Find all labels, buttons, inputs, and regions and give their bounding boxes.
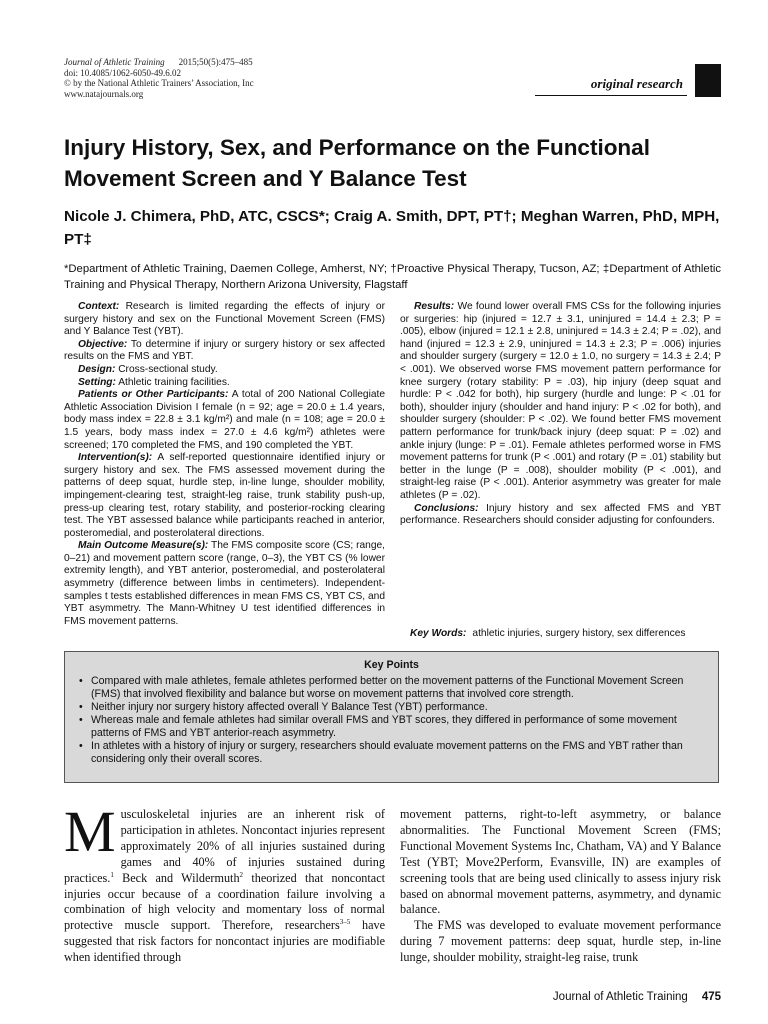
page-number: 475	[701, 991, 721, 1003]
abstract-left-column	[64, 301, 385, 628]
abstract-setting: Setting: Athletic training facilities.	[78, 376, 230, 388]
abstract-right-column	[400, 301, 721, 528]
article-title: Injury History, Sex, and Performance on the Functional Movement Screen and Y Balance Test	[64, 135, 650, 191]
key-point-item: • Compared with male athletes, female athletes performed better on the movement patterns of the Functional Movement Screen (FMS) that involved flexibility and balance but worse on movement patterns that involved core strength.	[91, 675, 706, 701]
key-point-item: • Whereas male and female athletes had similar overall FMS and YBT scores, they differed in performance of some movement patterns of FMS and YBT anterior-reach asymmetry.	[91, 714, 706, 740]
abstract-objective: Objective: To determine if injury or surgery history or sex affected results on the FMS and YBT.	[64, 338, 385, 363]
footer-journal: Journal of Athletic Training	[552, 991, 688, 1003]
abstract-outcome: Main Outcome Measure(s): The FMS composite score (CS; range, 0–21) and movement pattern score (range, 0–3), the YBT CS (% lower extremity length), and YBT anterior, posteromedial, and posterolateral asymmetry (difference between limbs in centimeters). Independent-samples t tests established differences in mean FMS CS, YBT CS, and YBT asymmetry. The Mann-Whitney U test identified differences in FMS movement patterns.	[64, 540, 385, 627]
abstract-context: Context: Research is limited regarding the effects of injury or surgery history and sex on the Functional Movement Screen (FMS) and Y Balance Test (YBT).	[64, 301, 385, 338]
body-right-column	[400, 807, 721, 966]
journal-meta	[64, 57, 364, 99]
body-left-column: Musculoskeletal injuries are an inherent risk of participation in athletes. Noncontact injuries represent approximately 20% of all injuries sustained during games and 40% of injuries sustained during practices.$^1$ Beck and Wildermuth$^2$ theorized that noncontact injuries occur because of a coordination failure involving a combination of high velocity and momentary loss of normal protective muscle support. Therefore, researchers$^{3-5}$ have suggested that risk factors for noncontact injuries are modifiable when identified through	[64, 799, 385, 965]
abstract-design: Design: Cross-sectional study.	[78, 363, 218, 375]
abstract-conclusions: Conclusions: Injury history and sex affected FMS and YBT performance. Researchers should consider adjusting for confounders.	[400, 502, 721, 527]
abstract-intervention: Intervention(s): A self-reported questionnaire identified injury or surgery history and sex. The FMS assessed movement during the patterns of deep squat, hurdle step, in-line lunge, shoulder mobility, impingement-clearing test, straight-leg raise, trunk stability push-up, press-up clearing test, rotary stability, and posterior-rocking clearing test. The YBT assessed balance while participants reached in anterior, posteromedial, and posterolateral directions.	[64, 452, 385, 539]
section-label: original research	[535, 74, 687, 96]
doi: doi: 10.4085/1062-6050-49.6.02	[64, 67, 181, 78]
abstract-participants: Patients or Other Participants: A total of 200 National Collegiate Athletic Association Division I female (n = 92; age = 20.0 ± 1.4 years, body mass index = 22.8 ± 3.1 kg/m²) and male (n = 108; age = 20.0 ± 1.5 years, body mass index = 27.0 ± 4.6 kg/m²) athletes were screened; 170 completed the FMS, and 190 completed the YBT.	[64, 389, 385, 451]
page-footer	[470, 991, 721, 1003]
abstract-results: Results: We found lower overall FMS CSs for the following injuries or surgeries: hip (injured = 12.7 ± 3.1, uninjured = 14.4 ± 2.3; P = .005), elbow (injured = 12.1 ± 2.8, uninjured = 14.3 ± 2.4; P = .02), and hand (injured = 12.3 ± 2.9, uninjured = 14.3 ± 2.3; P = .006) injuries and shoulder surgery (surgery = 12.0 ± 1.0, no surgery = 14.3 ± 2.4; P < .001). We observed worse FMS movement pattern performance for knee surgery (rotary stability: P = .03), hip injury (deep squat and hurdle: P < .042 for both), hip surgery (hurdle and lunge: P < .01 for both), shoulder injury (shoulder and hand injury: P < .02 for both), and shoulder surgery (shoulder: P < .02). We found better FMS movement pattern performance for trunk/back injury (deep squat: P = .02) and ankle injury (lunge: P = .01). Female athletes performed worse in FMS movement patterns for trunk (P < .001) and rotary (P = .01) stability but better in the lunge (P = .008), shoulder mobility (P < .001), and straight-leg raise (P < .001). Anterior asymmetry was greater for male athletes (P = .02).	[400, 301, 721, 501]
copyright: © by the National Athletic Trainers’ Association, Inc	[64, 78, 254, 88]
key-point-item: • In athletes with a history of injury or surgery, researchers should evaluate movement patterns on the FMS and YBT rather than considering only their overall scores.	[91, 740, 706, 766]
key-points-list	[77, 675, 706, 766]
body-continued: movement patterns, right-to-left asymmetry, or balance abnormalities. The Functional Movement Screen (FMS; Functional Movement Systems Inc, Chatham, VA) and Y Balance Test (YBT; Move2Perform, Evansville, IN) are examples of screening tools that are being used clinically to assess injury risk based on abnormal movement patterns, asymmetry, and dynamic balance.	[400, 807, 721, 917]
key-points-box	[64, 651, 719, 783]
author-list: Nicole J. Chimera, PhD, ATC, CSCS*; Craig A. Smith, DPT, PT†; Meghan Warren, PhD, MPH, PT‡	[64, 208, 720, 248]
key-point-item: • Neither injury nor surgery history affected overall Y Balance Test (YBT) performance.	[91, 701, 706, 714]
keywords: Key Words: athletic injuries, surgery history, sex differences	[410, 628, 686, 639]
website: www.natajournals.org	[64, 88, 144, 99]
body-paragraph-2: The FMS was developed to evaluate movement performance during 7 movement patterns: deep squat, hurdle step, in-line lunge, shoulder mobility, straight-leg raise, trunk	[400, 918, 721, 965]
drop-cap: M	[64, 799, 116, 864]
citation: 2015;50(5):475–485	[178, 57, 253, 67]
journal-name: Journal of Athletic Training	[64, 57, 165, 67]
section-block	[695, 64, 721, 97]
key-points-title: Key Points	[364, 659, 419, 671]
body-text-split: have suggested that risk factors for noncontact injuries are modifiable when identified through	[64, 918, 385, 965]
affiliations: *Department of Athletic Training, Daemen College, Amherst, NY; †Proactive Physical Therapy, Tucson, AZ; ‡Department of Athletic Training and Physical Therapy, Northern Arizona University, Flagstaff	[64, 263, 721, 291]
